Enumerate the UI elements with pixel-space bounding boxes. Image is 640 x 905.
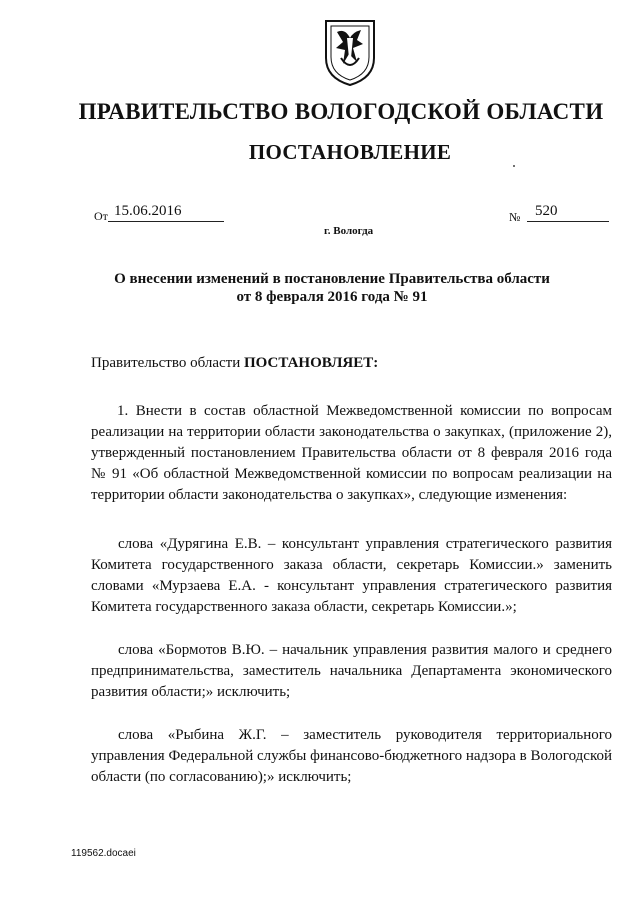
document-number: 520 [527,204,609,222]
paragraph-2: слова «Дурягина Е.В. – консультант управления стратегического развития Комитета государственного заказа области, секретарь Комиссии.» заменить словами «Мурзаева Е.А. - консультант управления стратегического развития Комитета государственного заказа области, секретарь Комиссии.»; [91,536,612,615]
footer-filename: 119562.docaei [71,848,136,859]
coat-of-arms-emblem [323,18,377,88]
paragraph-1: 1. Внести в состав областной Межведомственной комиссии по вопросам реализации на территории области законодательства о закупках, (приложение 2), утвержденный постановлением Правительства области от 8 февраля 2016 года № 91 «Об областной Межведомственной комиссии по вопросам реализации на территории области законодательства о закупках», следующие изменения: [91,403,612,503]
scan-dot [513,165,515,167]
date-prefix: От [94,209,108,223]
city-label: г. Вологда [324,225,374,237]
subject-line-1: О внесении изменений в постановление Правительства области [114,271,550,287]
number-prefix: № [509,210,521,224]
document-type: ПОСТАНОВЛЕНИЕ [248,140,452,164]
paragraph-3: слова «Бормотов В.Ю. – начальник управления развития малого и среднего предпринимательства, заместитель начальника Департамента экономического развития области;» исключить; [91,642,612,700]
subject-line-2: от 8 февраля 2016 года № 91 [236,289,428,305]
decree-prefix: Правительство области [91,355,241,371]
government-title: ПРАВИТЕЛЬСТВО ВОЛОГОДСКОЙ ОБЛАСТИ [78,99,604,124]
decree-statement [91,355,378,372]
paragraph-4: слова «Рыбина Ж.Г. – заместитель руководителя территориального управления Федеральной службы финансово-бюджетного надзора в Вологодской области (по согласованию);» исключить; [91,727,612,785]
decree-verb: ПОСТАНОВЛЯЕТ: [243,355,379,371]
document-subject [0,270,640,306]
document-date: 15.06.2016 [108,204,224,222]
